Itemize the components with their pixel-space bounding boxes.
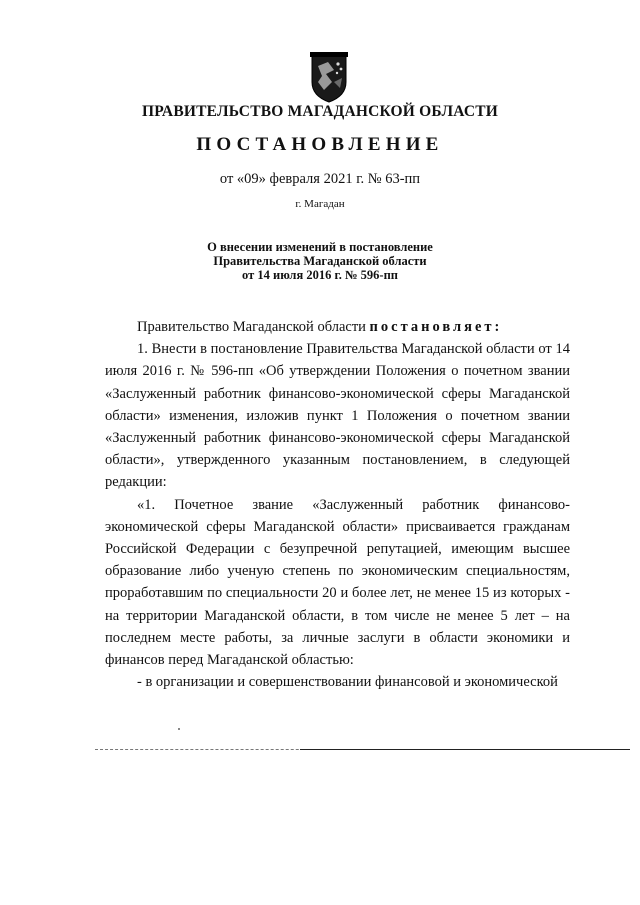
page-divider-solid [300,749,630,750]
document-city: г. Магадан [295,198,345,210]
intro-prefix: Правительство Магаданской области [137,319,366,335]
intro-paragraph [105,316,570,338]
organization-name: ПРАВИТЕЛЬСТВО МАГАДАНСКОЙ ОБЛАСТИ [141,103,499,120]
document-date-number: от «09» февраля 2021 г. № 63-пп [219,171,421,187]
subject-line-3: от 14 июля 2016 г. № 596-пп [242,268,398,282]
coat-of-arms-icon [304,52,354,104]
subject-line-2: Правительства Магаданской области [213,254,427,268]
document-body [105,316,570,693]
paragraph-3: - в организации и совершенствовании финансовой и экономической [137,674,558,691]
paragraph-2: «1. Почетное звание «Заслуженный работник финансово-экономической сферы Магаданской области» присваивается гражданам Российской Федерации с безупречной репутацией, имеющим высшее образование либо ученую степень по экономическим специальностям, проработавшим по специальности 20 и более лет, не менее 15 из которых - на территории Магаданской области, в том числе не менее 5 лет – на последнем месте работы, за личные заслуги в области экономики и финансов перед Магаданской областью: [105,496,570,669]
subject-line-1: О внесении изменений в постановление [207,240,433,254]
paragraph-1: 1. Внести в постановление Правительства Магаданской области от 14 июля 2016 г. № 596-пп «Об утверждении Положения о почетном звании «Заслуженный работник финансово-экономической сферы Магаданской области» изменения, изложив пункт 1 Положения о почетном звании «Заслуженный работник финансово-экономической сферы Магаданской области», утвержденного указанным постановлением, в следующей редакции: [105,341,570,491]
document-type: ПОСТАНОВЛЕНИЕ [196,134,444,155]
document-subject [0,240,640,282]
scan-speck [178,728,180,730]
intro-verb: постановляет: [369,319,503,335]
